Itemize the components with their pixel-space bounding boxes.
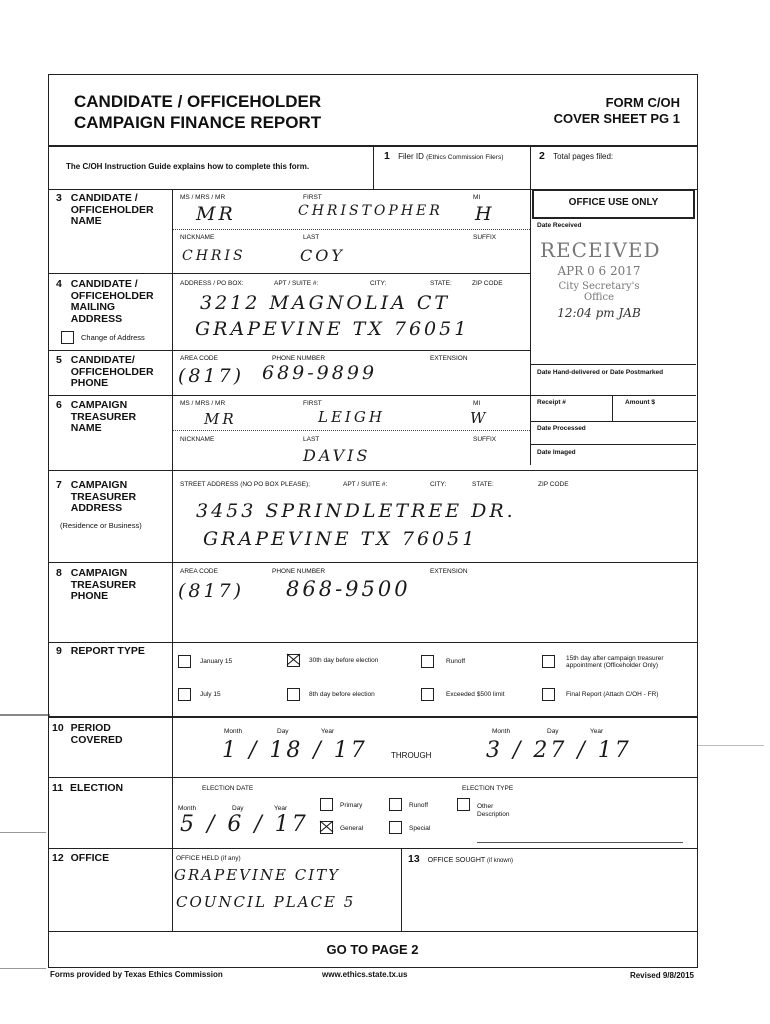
report-type-exceeded-label: Exceeded $500 limit — [446, 691, 505, 698]
label-phone: PHONE NUMBER — [272, 568, 326, 575]
candidate-phone[interactable]: 689-9899 — [262, 362, 378, 384]
section-12-label: OFFICE — [70, 852, 110, 864]
election-other-label: Other — [477, 803, 494, 810]
label-last: LAST — [303, 234, 320, 241]
dotted-divider — [173, 430, 530, 431]
change-of-address-checkbox[interactable] — [61, 331, 74, 344]
section-4-label: CANDIDATE / OFFICEHOLDER MAILING ADDRESS — [70, 278, 154, 325]
divider — [612, 395, 613, 421]
section-7-num: 7 — [56, 479, 62, 491]
treasurer-last-name[interactable]: DAVIS — [303, 446, 371, 465]
receipt-label: Receipt # — [537, 399, 566, 406]
label-year: Year — [590, 728, 604, 735]
report-type-8th-day-label: 8th day before election — [309, 691, 375, 698]
stamp-time: 12:04 pm JAB — [557, 306, 641, 320]
treasurer-mi[interactable]: W — [470, 409, 489, 427]
change-of-address-label: Change of Address — [81, 333, 145, 342]
section-11 — [52, 783, 123, 795]
divider — [530, 444, 696, 445]
amount-label: Amount $ — [625, 399, 655, 406]
section-5-label: CANDIDATE/ OFFICEHOLDER PHONE — [70, 354, 154, 389]
report-type-final-label: Final Report (Attach C/OH - FR) — [566, 691, 659, 698]
label-prefix: MS / MRS / MR — [180, 400, 226, 407]
label-day: Day — [547, 728, 559, 735]
election-runoff-checkbox[interactable] — [389, 798, 402, 811]
report-type-runoff-checkbox[interactable] — [421, 655, 434, 668]
label-apt: APT / SUITE #: — [274, 280, 319, 287]
report-type-jan15-label: January 15 — [200, 658, 233, 665]
stamp-received: RECEIVED — [540, 238, 661, 262]
report-type-15th-day-label: 15th day after campaign treasurer appointment (Officeholder Only) — [566, 655, 664, 669]
label-first: FIRST — [303, 400, 322, 407]
label-city: CITY: — [370, 280, 387, 287]
section-3-label: CANDIDATE / OFFICEHOLDER NAME — [70, 192, 154, 227]
office-use-box — [530, 189, 697, 465]
label-zip: ZIP CODE — [538, 481, 569, 488]
report-type-july15-checkbox[interactable] — [178, 688, 191, 701]
divider — [172, 189, 173, 931]
election-date[interactable]: 5 / 6 / 17 — [180, 812, 309, 837]
election-general-label: General — [340, 825, 364, 832]
candidate-nickname[interactable]: CHRIS — [182, 248, 246, 264]
date-received-label: Date Received — [537, 222, 582, 229]
election-other-checkbox[interactable] — [457, 798, 470, 811]
section-10-label: PERIOD COVERED — [70, 722, 123, 746]
description-line — [477, 842, 683, 843]
section-6-label: CAMPAIGN TREASURER NAME — [70, 399, 137, 434]
section-7-sub: (Residence or Business) — [60, 521, 142, 530]
stamp-office: City Secretary's — [558, 281, 640, 292]
report-type-30th-day-checkbox[interactable] — [287, 654, 300, 667]
election-primary-label: Primary — [340, 802, 363, 809]
divider — [373, 145, 374, 189]
office-held-label: OFFICE HELD (if any) — [176, 855, 241, 862]
divider — [530, 145, 531, 189]
section-6-num: 6 — [56, 399, 62, 411]
election-primary-checkbox[interactable] — [320, 798, 333, 811]
section-6 — [56, 400, 168, 435]
report-type-final-checkbox[interactable] — [542, 688, 555, 701]
footer-revised: Revised 9/8/2015 — [629, 971, 694, 980]
label-mi: MI — [473, 194, 481, 201]
label-extension: EXTENSION — [430, 355, 468, 362]
section-9 — [56, 646, 145, 658]
election-runoff-label: Runoff — [409, 802, 429, 809]
scan-artifact — [698, 745, 764, 746]
filer-id-field[interactable] — [384, 150, 503, 162]
filer-id-label: Filer ID — [398, 152, 424, 161]
section-4-num: 4 — [56, 278, 62, 290]
total-pages-label: Total pages filed: — [553, 152, 614, 161]
label-area-code: AREA CODE — [180, 355, 218, 362]
section-8-label: CAMPAIGN TREASURER PHONE — [70, 567, 137, 602]
divider — [48, 848, 697, 849]
period-from-date[interactable]: 1 / 18 / 17 — [222, 738, 368, 763]
office-use-title: OFFICE USE ONLY — [568, 197, 659, 208]
label-year: Year — [274, 805, 288, 812]
through-label: THROUGH — [391, 751, 432, 760]
section-5-num: 5 — [56, 354, 62, 366]
label-nickname: NICKNAME — [180, 436, 215, 443]
section-13-note: (if known) — [487, 858, 514, 864]
total-pages-num: 2 — [539, 150, 545, 162]
label-year: Year — [321, 728, 335, 735]
section-3 — [56, 193, 168, 228]
divider — [48, 562, 697, 563]
scan-artifact — [0, 968, 46, 969]
section-10 — [52, 723, 167, 746]
filer-id-note: (Ethics Commission Filers) — [426, 154, 504, 161]
election-general-checkbox[interactable] — [320, 821, 333, 834]
label-last: LAST — [303, 436, 320, 443]
label-area-code: AREA CODE — [180, 568, 218, 575]
election-type-label: ELECTION TYPE — [462, 785, 514, 792]
election-special-checkbox[interactable] — [389, 821, 402, 834]
label-address: ADDRESS / PO BOX: — [180, 280, 244, 287]
filer-id-num: 1 — [384, 150, 390, 162]
label-month: Month — [224, 728, 243, 735]
section-13 — [408, 853, 513, 865]
candidate-first-name[interactable]: CHRISTOPHER — [298, 203, 443, 219]
divider — [48, 642, 697, 643]
footer-url[interactable]: www.ethics.state.tx.us — [322, 970, 408, 979]
label-nickname: NICKNAME — [180, 234, 215, 241]
label-month: Month — [492, 728, 511, 735]
treasurer-address-line2[interactable]: GRAPEVINE TX 76051 — [203, 528, 478, 550]
label-city: CITY: — [430, 481, 447, 488]
report-type-runoff-label: Runoff — [446, 658, 466, 665]
label-suffix: SUFFIX — [473, 234, 497, 241]
period-to-date[interactable]: 3 / 27 / 17 — [486, 738, 632, 763]
report-type-8th-day-checkbox[interactable] — [287, 688, 300, 701]
divider — [48, 395, 530, 396]
section-12 — [52, 853, 109, 865]
office-held-line1[interactable]: GRAPEVINE CITY — [174, 866, 341, 884]
section-9-label: REPORT TYPE — [70, 645, 145, 657]
date-imaged-label: Date Imaged — [537, 449, 576, 456]
section-8-num: 8 — [56, 567, 62, 579]
report-type-30th-day-label: 30th day before election — [309, 657, 379, 664]
form-title-line1: CANDIDATE / OFFICEHOLDER — [74, 92, 322, 111]
section-12-num: 12 — [52, 852, 64, 864]
section-10-num: 10 — [52, 722, 64, 734]
label-state: STATE: — [430, 280, 452, 287]
scan-artifact — [0, 832, 46, 833]
section-3-num: 3 — [56, 192, 62, 204]
section-13-num: 13 — [408, 853, 420, 865]
label-day: Day — [277, 728, 289, 735]
date-processed-label: Date Processed — [537, 425, 586, 432]
label-phone: PHONE NUMBER — [272, 355, 326, 362]
divider — [48, 350, 530, 351]
report-type-15th-day-checkbox[interactable] — [542, 655, 555, 668]
candidate-address-line1[interactable]: 3212 MAGNOLIA CT — [200, 292, 451, 314]
label-zip: ZIP CODE — [472, 280, 503, 287]
divider — [530, 364, 696, 365]
candidate-mi[interactable]: H — [475, 203, 495, 225]
total-pages-field[interactable] — [539, 150, 613, 162]
date-hand-delivered-label: Date Hand-delivered or Date Postmarked — [537, 369, 664, 376]
section-8 — [56, 568, 168, 603]
label-month: Month — [178, 805, 197, 812]
treasurer-address-line1[interactable]: 3453 SPRINDLETREE DR. — [196, 500, 516, 522]
label-mi: MI — [473, 400, 481, 407]
label-state: STATE: — [472, 481, 494, 488]
received-stamp — [540, 238, 661, 320]
stamp-office2: Office — [583, 292, 615, 303]
report-type-july15-label: July 15 — [200, 691, 221, 698]
candidate-address-line2[interactable]: GRAPEVINE TX 76051 — [195, 318, 470, 340]
form-title-line2: CAMPAIGN FINANCE REPORT — [74, 113, 322, 132]
footer-provider: Forms provided by Texas Ethics Commission — [50, 970, 223, 979]
report-type-jan15-checkbox[interactable] — [178, 655, 191, 668]
form-name: FORM C/OH — [605, 95, 680, 110]
label-suffix: SUFFIX — [473, 436, 497, 443]
treasurer-phone[interactable]: 868-9500 — [286, 577, 411, 601]
label-apt: APT / SUITE #: — [343, 481, 388, 488]
label-first: FIRST — [303, 194, 322, 201]
section-5 — [56, 355, 168, 390]
divider — [48, 931, 697, 932]
go-to-page-2: GO TO PAGE 2 — [326, 942, 419, 957]
divider — [48, 470, 697, 471]
label-prefix: MS / MRS / MR — [180, 194, 226, 201]
dotted-divider — [173, 229, 530, 230]
divider — [530, 421, 696, 422]
divider — [48, 716, 697, 718]
election-date-label: ELECTION DATE — [202, 785, 254, 792]
election-special-label: Special — [409, 825, 431, 832]
election-description-label: Description — [477, 811, 510, 818]
section-4 — [56, 279, 168, 325]
divider — [48, 777, 697, 778]
candidate-last-name[interactable]: COY — [300, 246, 345, 265]
section-13-label: OFFICE SOUGHT — [427, 857, 486, 864]
section-11-num: 11 — [52, 782, 64, 794]
section-11-label: ELECTION — [70, 782, 124, 794]
section-7-label: CAMPAIGN TREASURER ADDRESS — [70, 479, 137, 514]
label-street: STREET ADDRESS (NO PO BOX PLEASE); — [180, 481, 310, 488]
candidate-area-code[interactable]: (817) — [178, 365, 245, 387]
divider — [530, 395, 696, 396]
treasurer-first-name[interactable]: LEIGH — [318, 408, 385, 426]
treasurer-area-code[interactable]: (817) — [178, 580, 245, 602]
stamp-date: APR 0 6 2017 — [557, 264, 641, 278]
section-9-num: 9 — [56, 645, 62, 657]
cover-sheet-label: COVER SHEET PG 1 — [553, 111, 680, 126]
section-7 — [56, 480, 168, 515]
candidate-prefix[interactable]: MR — [196, 203, 236, 225]
divider — [401, 848, 402, 931]
label-day: Day — [232, 805, 244, 812]
instructions-text: The C/OH Instruction Guide explains how to complete this form. — [66, 162, 310, 171]
treasurer-prefix[interactable]: MR — [204, 410, 237, 428]
report-type-exceeded-checkbox[interactable] — [421, 688, 434, 701]
scan-artifact — [0, 714, 50, 716]
label-extension: EXTENSION — [430, 568, 468, 575]
divider — [48, 273, 530, 274]
office-held-line2[interactable]: COUNCIL PLACE 5 — [176, 893, 356, 911]
